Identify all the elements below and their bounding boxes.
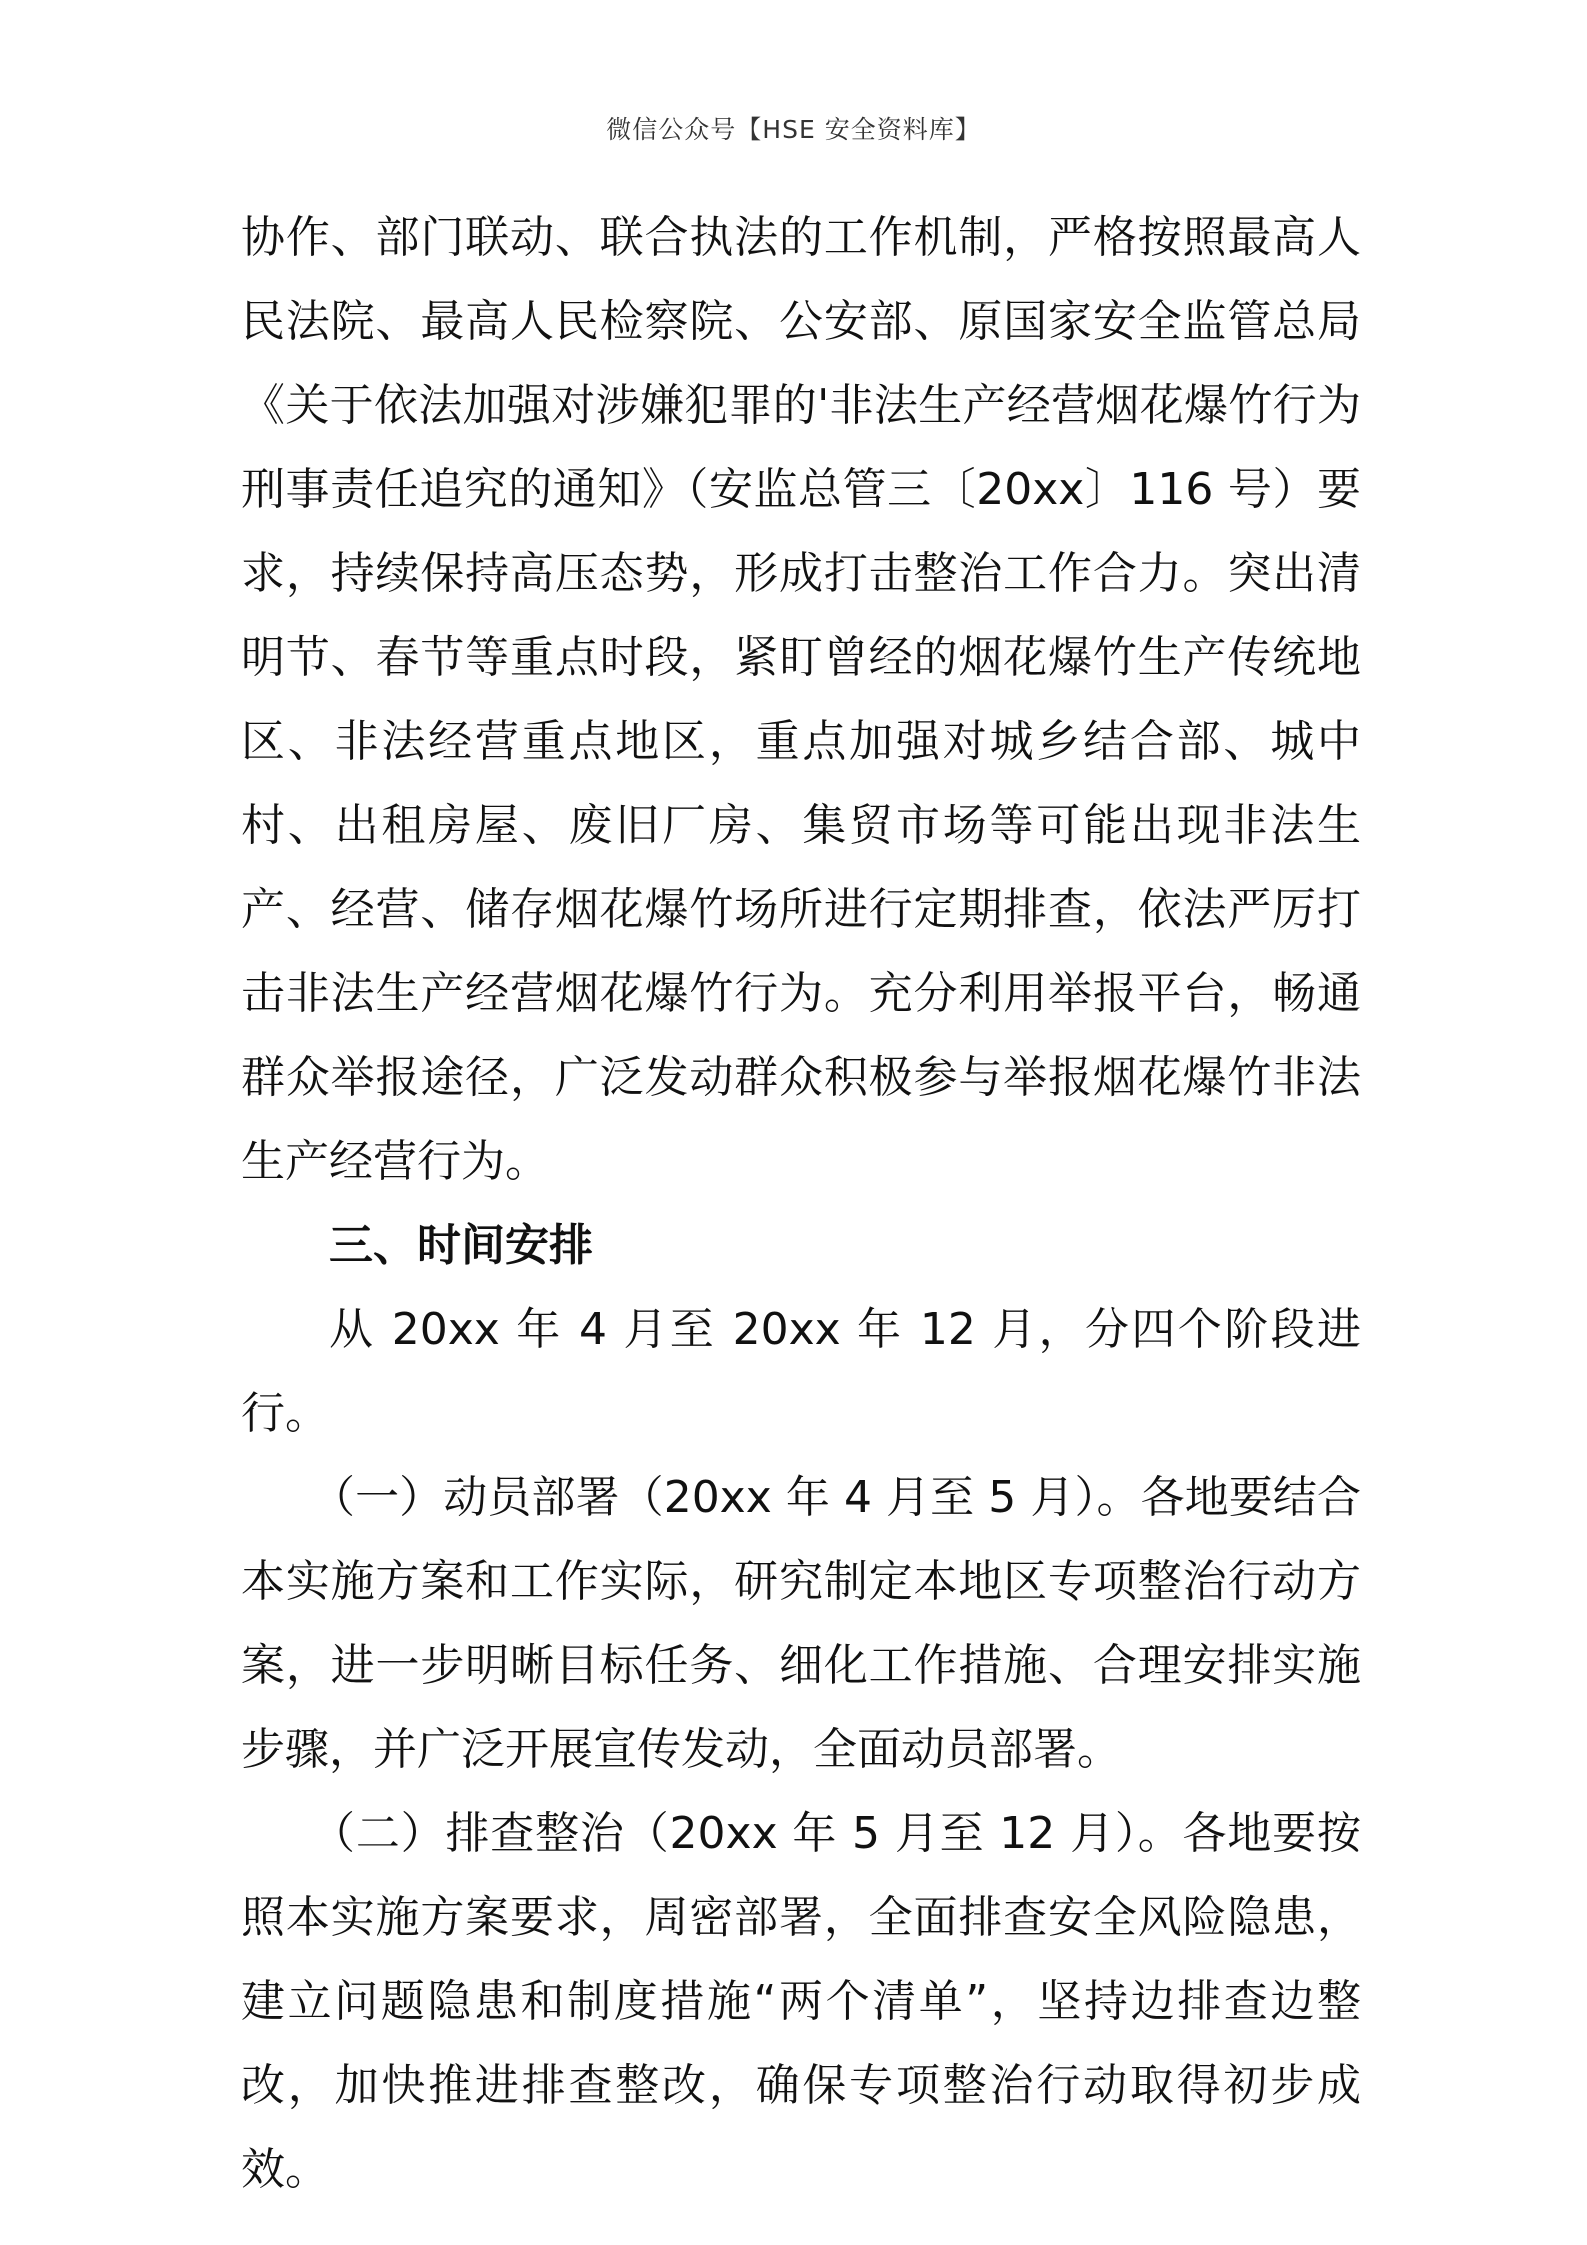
paragraph-stage-mobilization: （一）动员部署（20xx 年 4 月至 5 月）。各地要结合本实施方案和工作实际，研究制定本地区专项整治行动方案，进一步明晰目标任务、细化工作措施、合理安排实施步骤，并广泛开展宣传发动，全面动员部署。: [241, 1472, 1361, 1775]
page-header-source: 微信公众号【HSE 安全资料库】: [606, 115, 981, 144]
section-heading-time-schedule: 三、时间安排: [329, 1220, 593, 1271]
document-body: [241, 196, 1361, 2212]
paragraph-stage-inspection: （二）排查整治（20xx 年 5 月至 12 月）。各地要按照本实施方案要求，周密部署，全面排查安全风险隐患，建立问题隐患和制度措施“两个清单”，坚持边排查边整改，加快推进排查整改，确保专项整治行动取得初步成效。: [241, 1808, 1361, 2195]
paragraph-continued-enforcement: 协作、部门联动、联合执法的工作机制，严格按照最高人民法院、最高人民检察院、公安部、原国家安全监管总局《关于依法加强对涉嫌犯罪的'非法生产经营烟花爆竹行为刑事责任追究的通知》（安监总管三〔20xx〕116 号）要求，持续保持高压态势，形成打击整治工作合力。突出清明节、春节等重点时段，紧盯曾经的烟花爆竹生产传统地区、非法经营重点地区，重点加强对城乡结合部、城中村、出租房屋、废旧厂房、集贸市场等可能出现非法生产、经营、储存烟花爆竹场所进行定期排查，依法严厉打击非法生产经营烟花爆竹行为。充分利用举报平台，畅通群众举报途径，广泛发动群众积极参与举报烟花爆竹非法生产经营行为。: [241, 212, 1361, 1187]
paragraph-schedule-overview: 从 20xx 年 4 月至 20xx 年 12 月，分四个阶段进行。: [241, 1304, 1361, 1439]
